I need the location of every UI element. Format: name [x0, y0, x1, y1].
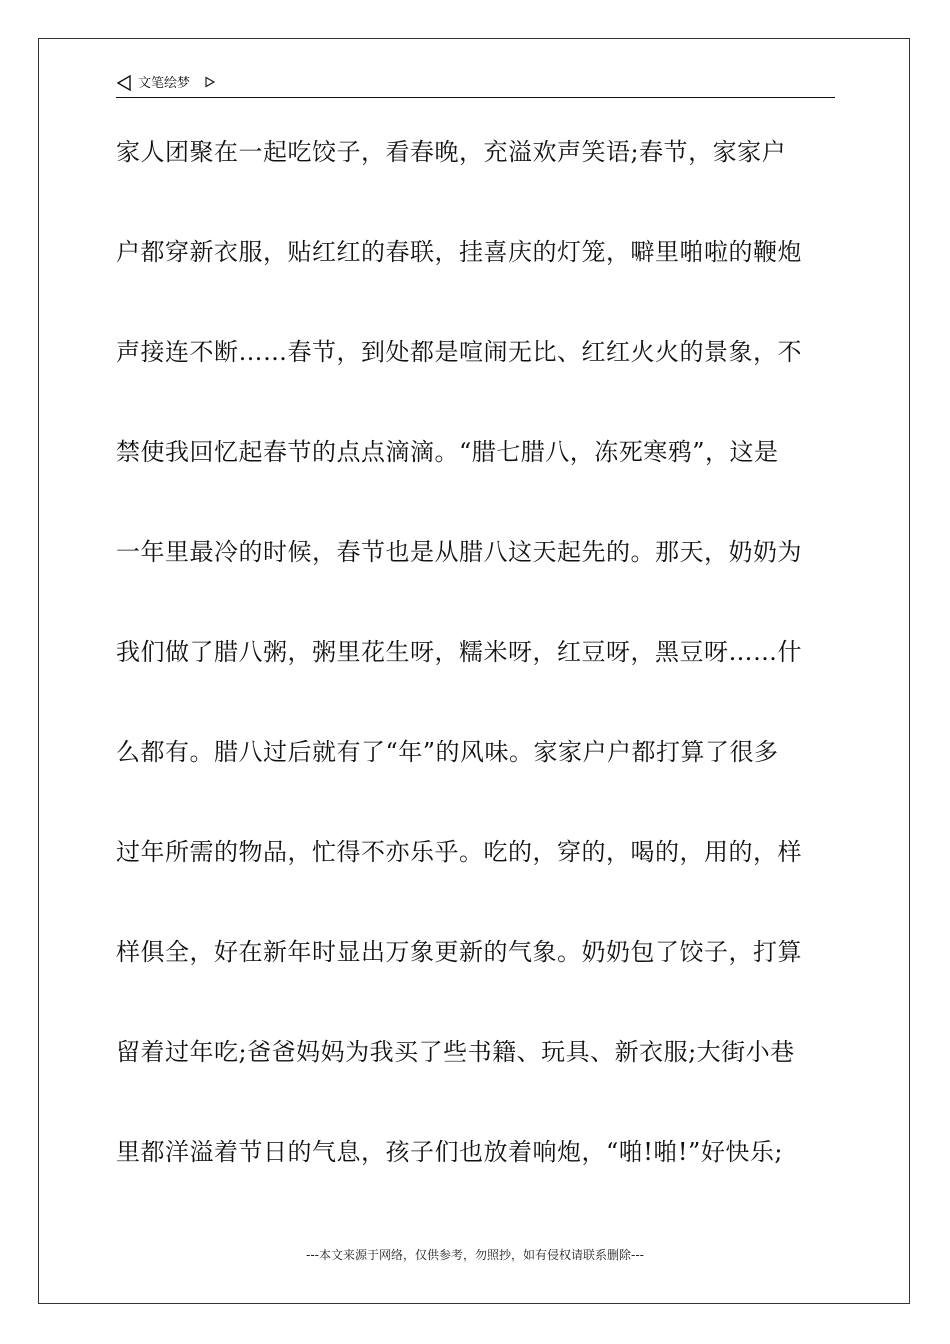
text-line: 样俱全，好在新年时显出万象更新的气象。奶奶包了饺子，打算	[116, 938, 802, 966]
triangle-left-outline-icon	[116, 74, 132, 92]
text-line: 禁使我回忆起春节的点点滴滴。“腊七腊八，冻死寒鸦”，这是	[116, 438, 779, 466]
text-line: 我们做了腊八粥，粥里花生呀，糯米呀，红豆呀，黑豆呀……什	[116, 638, 802, 666]
header-divider	[116, 97, 835, 98]
footer-disclaimer: ---本文来源于网络，仅供参考，勿照抄，如有侵权请联系删除---	[306, 1248, 644, 1262]
article-body	[116, 122, 835, 1222]
header-title: 文笔绘梦	[138, 76, 191, 91]
triangle-right-outline-icon	[204, 76, 216, 88]
text-line: 家人团聚在一起吃饺子，看春晚，充溢欢声笑语;春节，家家户	[116, 138, 787, 166]
text-line: 声接连不断……春节，到处都是喧闹无比、红红火火的景象，不	[116, 338, 802, 366]
text-line: 里都洋溢着节日的气息，孩子们也放着响炮，“啪!啪!”好快乐;	[116, 1138, 783, 1166]
text-line: 过年所需的物品，忙得不亦乐乎。吃的，穿的，喝的，用的，样	[116, 838, 802, 866]
text-line: 留着过年吃;爸爸妈妈为我买了些书籍、玩具、新衣服;大街小巷	[116, 1038, 795, 1066]
text-line: 户都穿新衣服，贴红红的春联，挂喜庆的灯笼，噼里啪啦的鞭炮	[116, 238, 802, 266]
text-line: 么都有。腊八过后就有了“年”的风味。家家户户都打算了很多	[116, 738, 779, 766]
page-header	[116, 74, 835, 98]
text-line: 一年里最冷的时候，春节也是从腊八这天起先的。那天，奶奶为	[116, 538, 802, 566]
